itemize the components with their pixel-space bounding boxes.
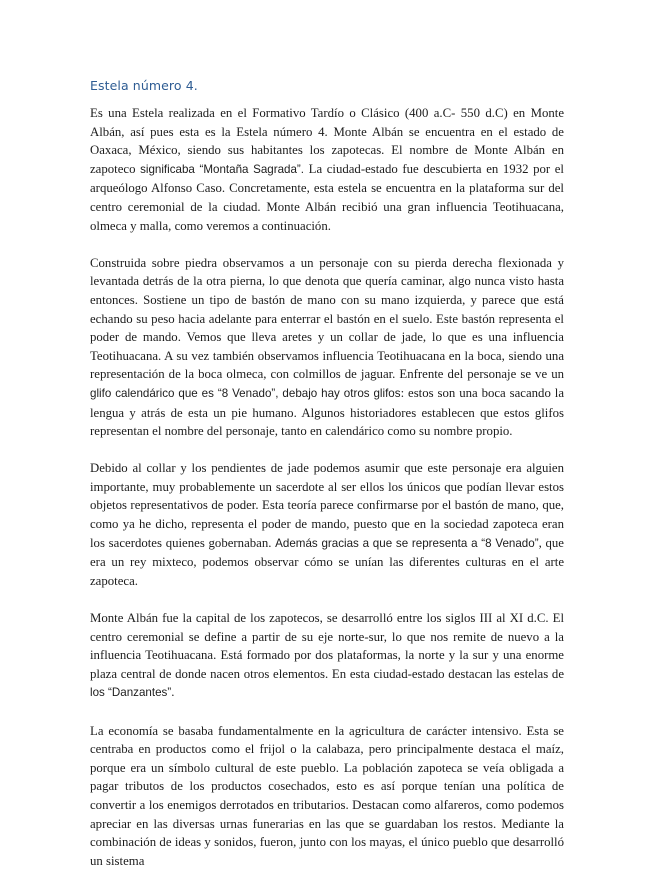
highlighted-text: significaba “Montaña Sagrada”. <box>140 162 305 176</box>
section-heading: Estela número 4. <box>90 78 198 93</box>
paragraph-1 <box>90 104 564 235</box>
text-segment: La ciudad-estado fue descubierta en 1932 por el arqueólogo Alfonso Caso. Concretamente, esta estela se encuentra en la plataforma sur del centro ceremonial de la ciudad. Monte Albán recibió una gran influencia Teotihuacana, olmeca y malla, como veremos a continuación. <box>90 161 564 233</box>
text-segment: , que era un rey mixteco, podemos observar cómo se unían las diferentes culturas en el arte zapoteca. <box>90 535 564 588</box>
paragraph-2 <box>90 254 564 441</box>
text-segment: Construida sobre piedra observamos a un personaje con su pierda derecha flexionada y levantada detrás de la otra pierna, lo que denota que quería caminar, algo nunca visto hasta entonces. Sostiene un tipo de bastón de mano con su mano izquierda, y parece que está echando su peso hacia adelante para enterrar el bastón en el suelo. Este bastón representa el poder de mando. Vemos que lleva aretes y un collar de jade, lo que es una influencia Teotihuacana. A su vez también observamos influencia Teotihuacana en la boca, siendo una representación de la boca olmeca, con colmillos de jaguar. Enfrente del personaje se ve un <box>90 255 564 382</box>
text-segment: La economía se basaba fundamentalmente en la agricultura de carácter intensivo. Esta se centraba en productos como el frijol o la calabaza, pero principalmente destaca el maíz, porque era un símbolo cultural de este pueblo. La población zapoteca se veía obligada a pagar tributos de los productos cosechados, esto es así porque tenían una política de convertir a los enemigos derrotados en tributarios. Destacan como alfareros, como podemos apreciar en las diversas urnas funerarias en las que se guardaban los restos. Mediante la combinación de ideas y sonidos, fueron, junto con los mayas, el único pueblo que desarrolló un sistema <box>90 723 564 868</box>
highlighted-text: Además gracias a que se representa a “8 Venado” <box>275 536 539 550</box>
text-segment: Monte Albán fue la capital de los zapotecos, se desarrolló entre los siglos III al XI d.C. El centro ceremonial se define a partir de su eje norte-sur, lo que nos remite de nuevo a la influencia Teotihuacana. Está formado por dos plataformas, la norte y la sur y una enorme plaza central de donde nacen otros elementos. En esta ciudad-estado destacan las estelas de <box>90 611 564 681</box>
text-segment: . <box>171 685 175 700</box>
paragraph-4 <box>90 609 564 703</box>
highlighted-text: los “Danzantes” <box>90 686 172 700</box>
text-segment: Es una Estela realizada en el Formativo Tardío o Clásico (400 a.C- 550 d.C) en Monte Albán, así pues esta es la Estela número 4. Monte Albán se encuentra en el estado de Oaxaca, México, siendo sus habitantes los zapotecas. El nombre de Monte Albán en zapoteco <box>90 106 564 176</box>
highlighted-text: glifo calendárico que es “8 Venado”, debajo hay otros glifos <box>90 386 401 400</box>
text-segment: : estos son una boca sacando la lengua y atrás de esta un pie humano. Algunos historiadores establecen que estos glifos representan el nombre del personaje, tanto en calendárico como su nombre propio. <box>90 385 564 439</box>
document-body <box>90 104 564 870</box>
text-segment: Debido al collar y los pendientes de jade podemos asumir que este personaje era alguien importante, muy probablemente un sacerdote al ser ellos los únicos que podían llevar estos objetos representativos de poder. Esta teoría parece confirmarse por el bastón de mano, que, como ya he dicho, representa el poder de mando, puesto que en la sociedad zapoteca eran los sacerdotes quienes gobernaban. <box>90 461 564 550</box>
paragraph-3 <box>90 459 564 590</box>
